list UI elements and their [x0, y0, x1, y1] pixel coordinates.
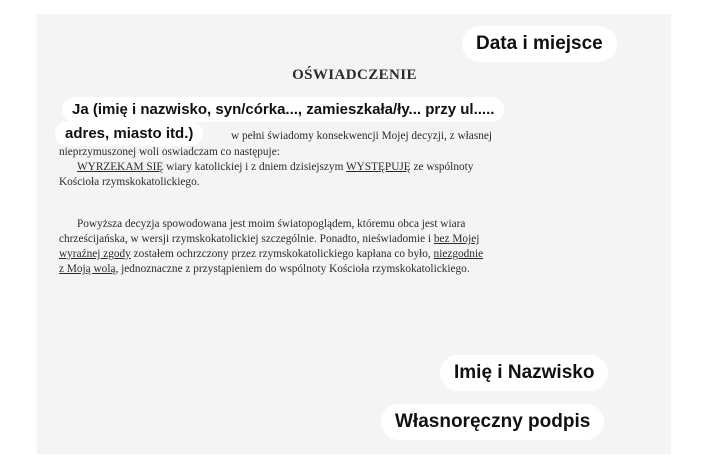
explicit-consent-text: wyraźnej zgody [59, 248, 131, 260]
paragraph-2-line-3 [59, 247, 483, 262]
paragraph-2-line-2-text: chrześcijańska, w wersji rzymskokatolickiej szczególnie. Ponadto, nieświadomie i [59, 233, 434, 245]
paragraph-2-line-4 [59, 262, 470, 277]
withdraw-text: WYSTĘPUJĘ [346, 161, 411, 173]
document-title: OŚWIADCZENIE [292, 67, 417, 83]
paragraph-1-line-1: w pełni świadomy konsekwencji Mojej decyzji, z własnej [231, 130, 493, 142]
paragraph-1-line-3-text-a: wiary katolickiej i z dniem dzisiejszym [163, 161, 346, 173]
paragraph-2-line-3-text: zostałem ochrzczony przez rzymskokatolickiego kapłana co było, [130, 248, 434, 260]
signature-label: Własnoręczny podpis [381, 404, 604, 440]
paragraph-1-line-2: nieprzymuszonej woli oswiadczam co następuje: [59, 146, 280, 158]
paragraph-2-line-4-text: , jednoznaczne z przystąpieniem do wspólnoty Kościoła rzymskokatolickiego. [115, 263, 470, 275]
renounce-text: WYRZEKAM SIĘ [77, 161, 164, 173]
my-will-text: z Moją wolą [59, 263, 116, 275]
paragraph-1-line-4: Kościoła rzymskokatolickiego. [59, 176, 200, 188]
address-placeholder: adres, miasto itd.) [55, 121, 203, 146]
name-surname-label: Imię i Nazwisko [440, 355, 608, 391]
paragraph-2-line-2 [59, 232, 479, 247]
date-place-label: Data i miejsce [462, 26, 617, 62]
without-my-text: bez Mojej [433, 233, 480, 245]
paragraph-1-line-3 [77, 160, 473, 175]
contrary-text: niezgodnie [433, 248, 484, 260]
full-name-placeholder: Ja (imię i nazwisko, syn/córka..., zamieszkała/ły... przy ul..... [62, 97, 504, 122]
paragraph-1-line-3-text-b: ze wspólnoty [410, 161, 474, 173]
paragraph-2-line-1: Powyższa decyzja spowodowana jest moim światopoglądem, któremu obca jest wiara [77, 218, 466, 230]
